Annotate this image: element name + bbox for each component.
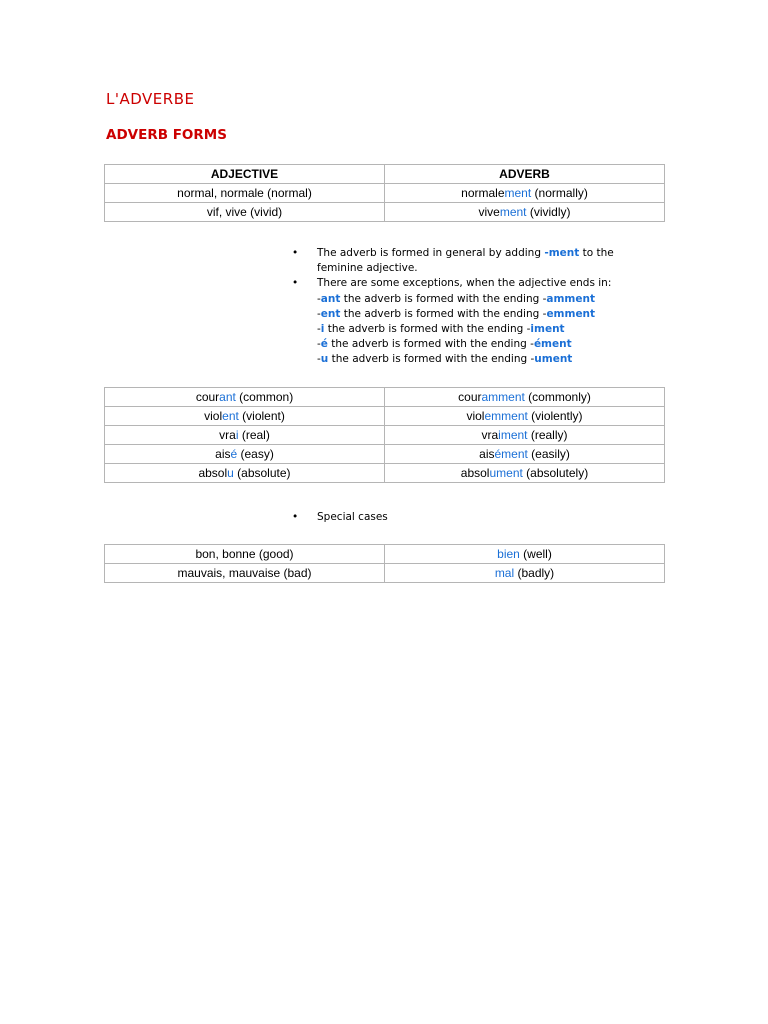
- adverb-ending: iment: [498, 428, 528, 442]
- rule-text: There are some exceptions, when the adjective ends in:: [317, 277, 612, 290]
- rules-list: [292, 246, 652, 368]
- special-cases-item: [292, 510, 652, 525]
- adverb-cell: aisément (easily): [385, 445, 665, 464]
- table-row: [105, 545, 665, 564]
- special-cases-label: Special cases: [317, 511, 388, 523]
- adverb-forms-table: [104, 164, 665, 222]
- adverb-cell: couramment (commonly): [385, 388, 665, 407]
- adverb-cell: [385, 184, 665, 203]
- adverb-stem: vive: [478, 205, 500, 219]
- adjective-cell: absolu (absolute): [105, 464, 385, 483]
- exceptions-table: [104, 387, 665, 483]
- rule-text: to the feminine adjective.: [317, 247, 614, 275]
- page-title: L'ADVERBE: [106, 90, 195, 108]
- adverb-cell: [385, 203, 665, 222]
- adjective-cell: courant (common): [105, 388, 385, 407]
- adverb-gloss: (vividly): [526, 205, 571, 219]
- adverb-word: bien: [497, 547, 520, 561]
- adverb-word: mal: [494, 566, 515, 580]
- exception-ending: ément: [533, 338, 572, 351]
- adverb-ending: emment: [484, 409, 528, 423]
- adverb-ending: amment: [481, 390, 525, 404]
- table-header-row: [105, 165, 665, 184]
- adjective-ending: ant: [219, 390, 236, 404]
- bullet-icon: •: [292, 511, 299, 523]
- exception-suffix: ant: [320, 292, 341, 305]
- adverb-cell: absolument (absolutely): [385, 464, 665, 483]
- section-title: ADVERB FORMS: [106, 127, 227, 143]
- table-row: [105, 564, 665, 583]
- exception-suffix: i: [320, 323, 325, 336]
- adjective-ending: u: [227, 466, 234, 480]
- exception-ending: iment: [530, 323, 565, 336]
- adjective-ending: é: [230, 447, 238, 461]
- exception-ending: emment: [546, 307, 596, 320]
- adjective-cell: mauvais, mauvaise (bad): [105, 564, 385, 583]
- adverb-cell: mal (badly): [385, 564, 665, 583]
- adverb-cell: violemment (violently): [385, 407, 665, 426]
- adjective-cell: aisé (easy): [105, 445, 385, 464]
- adjective-cell: normal, normale (normal): [105, 184, 385, 203]
- rule-general: [292, 246, 652, 276]
- adjective-cell: vif, vive (vivid): [105, 203, 385, 222]
- exception-ending: ument: [534, 353, 573, 366]
- special-cases-list: [292, 510, 652, 525]
- column-header-adverb: ADVERB: [385, 165, 665, 184]
- adjective-ending: ent: [222, 409, 239, 423]
- exception-line: -ent the adverb is formed with the ending -emment: [317, 307, 596, 320]
- adverb-cell: bien (well): [385, 545, 665, 564]
- exception-suffix: é: [320, 338, 328, 351]
- table-row: [105, 464, 665, 483]
- adverb-ending: ément: [494, 447, 528, 461]
- bullet-icon: •: [292, 277, 299, 290]
- adverb-gloss: (normally): [531, 186, 588, 200]
- adverb-stem: normale: [461, 186, 505, 200]
- table-row: [105, 426, 665, 445]
- exception-line: -u the adverb is formed with the ending -ument: [317, 353, 573, 366]
- exception-line: -ant the adverb is formed with the ending -amment: [317, 292, 595, 305]
- adjective-cell: vrai (real): [105, 426, 385, 445]
- table-row: [105, 203, 665, 222]
- adjective-ending: i: [235, 428, 239, 442]
- column-header-adjective: ADJECTIVE: [105, 165, 385, 184]
- exception-line: -é the adverb is formed with the ending -ément: [317, 338, 572, 351]
- adjective-cell: violent (violent): [105, 407, 385, 426]
- adverb-ending: ument: [489, 466, 523, 480]
- adverb-cell: vraiment (really): [385, 426, 665, 445]
- table-row: [105, 407, 665, 426]
- bullet-icon: •: [292, 247, 299, 259]
- rule-exceptions: [292, 276, 652, 367]
- exception-suffix: u: [320, 353, 329, 366]
- table-row: [105, 388, 665, 407]
- exception-ending: amment: [546, 292, 595, 305]
- exception-line: -i the adverb is formed with the ending -iment: [317, 323, 565, 336]
- rule-text: The adverb is formed in general by adding: [317, 247, 545, 259]
- rule-ending: -ment: [544, 247, 580, 259]
- special-cases-table: [104, 544, 665, 583]
- table-row: [105, 184, 665, 203]
- exception-suffix: ent: [320, 307, 341, 320]
- adverb-ending: ment: [504, 186, 532, 200]
- adjective-cell: bon, bonne (good): [105, 545, 385, 564]
- table-row: [105, 445, 665, 464]
- adverb-ending: ment: [499, 205, 527, 219]
